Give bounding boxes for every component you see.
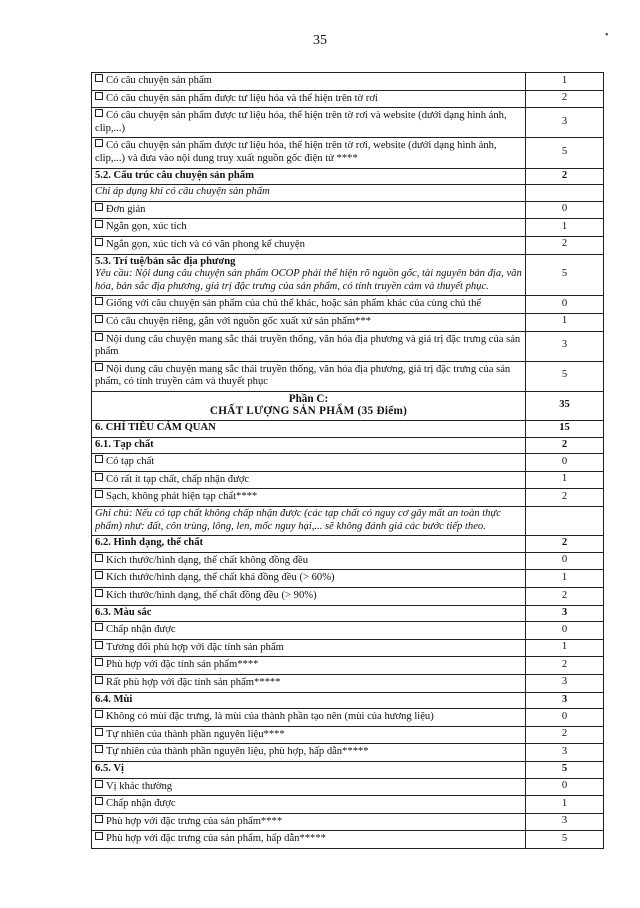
option-row <box>92 726 604 744</box>
checkbox-icon <box>95 333 103 341</box>
option-row <box>92 454 604 472</box>
section-heading: 5.3. Trí tuệ/bản sắc địa phương <box>95 255 236 267</box>
option-text: Phù hợp với đặc tính sản phẩm**** <box>106 659 259 671</box>
checkbox-icon <box>95 623 103 631</box>
points-cell: 3 <box>526 605 604 622</box>
option-text: Có câu chuyện sản phẩm được tư liệu hóa, thể hiện trên tờ rơi, website (dưới dạng hình ảnh, clip,...) và đưa vào nội dung truy xuất nguồn gốc điện tử **** <box>95 140 497 164</box>
points-cell <box>526 507 604 536</box>
checkbox-icon <box>95 832 103 840</box>
criterion-cell <box>92 471 526 489</box>
option-row <box>92 331 604 361</box>
option-text: Chấp nhận được <box>106 624 176 636</box>
option-row <box>92 489 604 507</box>
option-text: Vị khác thường <box>106 780 173 792</box>
points-cell: 3 <box>526 674 604 692</box>
points-cell: 0 <box>526 454 604 472</box>
criterion-cell <box>92 331 526 361</box>
checkbox-icon <box>95 745 103 753</box>
checkbox-icon <box>95 641 103 649</box>
checkbox-icon <box>95 238 103 246</box>
points-cell: 0 <box>526 296 604 314</box>
scoring-table <box>91 72 604 849</box>
checkbox-icon <box>95 554 103 562</box>
option-text: Sạch, không phát hiện tạp chất**** <box>106 491 258 503</box>
criterion-cell <box>92 296 526 314</box>
note-row <box>92 507 604 536</box>
points-cell: 2 <box>526 536 604 553</box>
criterion-cell <box>92 454 526 472</box>
criterion-cell <box>92 536 526 553</box>
option-row <box>92 588 604 606</box>
points-cell: 3 <box>526 331 604 361</box>
points-cell: 0 <box>526 201 604 219</box>
criterion-cell <box>92 185 526 202</box>
points-cell: 2 <box>526 489 604 507</box>
option-row <box>92 219 604 237</box>
option-row <box>92 778 604 796</box>
criterion-cell <box>92 236 526 254</box>
criterion-cell <box>92 90 526 108</box>
points-cell: 3 <box>526 108 604 138</box>
option-row <box>92 570 604 588</box>
points-cell: 3 <box>526 744 604 762</box>
option-row <box>92 90 604 108</box>
option-text: Ngắn gọn, xúc tích <box>106 221 187 233</box>
page-number: 35 <box>313 33 327 48</box>
points-cell: 1 <box>526 313 604 331</box>
points-cell: 1 <box>526 73 604 91</box>
points-cell: 5 <box>526 361 604 391</box>
checkbox-icon <box>95 203 103 211</box>
checkbox-icon <box>95 710 103 718</box>
section-heading: 6. CHỈ TIÊU CẢM QUAN <box>95 422 216 434</box>
option-text: Tự nhiên của thành phần nguyên liệu, phù hợp, hấp dẫn***** <box>106 746 369 758</box>
points-cell: 3 <box>526 813 604 831</box>
criterion-cell <box>92 778 526 796</box>
option-text: Nội dung câu chuyện mang sắc thái truyền thống, văn hóa địa phương, giá trị đặc trưng của sản phẩm, có tính truyền cảm và thuyết phục <box>95 363 511 388</box>
criterion-cell <box>92 361 526 391</box>
section-row <box>92 761 604 778</box>
option-row <box>92 622 604 640</box>
option-text: Có câu chuyện sản phẩm được tư liệu hóa và thể hiện trên tờ rơi <box>106 92 378 104</box>
option-row <box>92 639 604 657</box>
points-cell: 5 <box>526 254 604 296</box>
points-cell <box>526 185 604 202</box>
option-row <box>92 108 604 138</box>
criterion-cell <box>92 73 526 91</box>
checkbox-icon <box>95 797 103 805</box>
criterion-cell <box>92 744 526 762</box>
section-row <box>92 536 604 553</box>
option-text: Có câu chuyện riêng, gắn với nguồn gốc xuất xứ sản phẩm*** <box>106 315 371 327</box>
option-text: Phù hợp với đặc trưng của sản phẩm**** <box>106 815 283 827</box>
criterion-cell <box>92 813 526 831</box>
option-row <box>92 361 604 391</box>
criterion-cell <box>92 489 526 507</box>
checkbox-icon <box>95 92 103 100</box>
criterion-cell <box>92 761 526 778</box>
option-row <box>92 674 604 692</box>
criterion-cell <box>92 588 526 606</box>
points-cell: 1 <box>526 471 604 489</box>
checkbox-icon <box>95 297 103 305</box>
part-row <box>92 391 604 420</box>
option-row <box>92 709 604 727</box>
section-row <box>92 605 604 622</box>
criterion-cell <box>92 201 526 219</box>
section-heading: 6.3. Màu sắc <box>95 606 152 618</box>
checkbox-icon <box>95 74 103 82</box>
checkbox-icon <box>95 780 103 788</box>
checkbox-icon <box>95 473 103 481</box>
checkbox-icon <box>95 658 103 666</box>
section-row <box>92 168 604 185</box>
option-row <box>92 552 604 570</box>
section-heading: 6.5. Vị <box>95 762 124 774</box>
scoring-table-body <box>92 73 604 849</box>
criterion-cell <box>92 507 526 536</box>
points-cell: 0 <box>526 709 604 727</box>
option-row <box>92 138 604 168</box>
criterion-cell <box>92 313 526 331</box>
criterion-cell <box>92 437 526 454</box>
section-row <box>92 692 604 709</box>
checkbox-icon <box>95 455 103 463</box>
points-cell: 15 <box>526 421 604 438</box>
checkbox-icon <box>95 363 103 371</box>
section-heading: 5.2. Cấu trúc câu chuyện sản phẩm <box>95 169 254 181</box>
criterion-cell <box>92 254 526 296</box>
checkbox-icon <box>95 109 103 117</box>
points-cell: 3 <box>526 692 604 709</box>
option-text: Không có mùi đặc trưng, là mùi của thành phần tạo nên (mùi của hương liệu) <box>106 711 434 723</box>
criterion-cell <box>92 622 526 640</box>
criterion-cell <box>92 657 526 675</box>
checkbox-icon <box>95 220 103 228</box>
criterion-cell <box>92 552 526 570</box>
section-heading: 6.4. Mùi <box>95 693 133 705</box>
criterion-cell <box>92 168 526 185</box>
points-cell: 2 <box>526 657 604 675</box>
points-cell: 0 <box>526 622 604 640</box>
option-text: Có câu chuyện sản phẩm được tư liệu hóa, thể hiện trên tờ rơi và website (dưới dạng hình ảnh, clip,...) <box>95 110 507 134</box>
criterion-cell <box>92 692 526 709</box>
option-row <box>92 296 604 314</box>
option-text: Kích thước/hình dạng, thể chất khá đồng đều (> 60%) <box>106 572 335 584</box>
criterion-cell <box>92 674 526 692</box>
option-text: Tương đối phù hợp với đặc tính sản phẩm <box>106 641 284 653</box>
checkbox-icon <box>95 815 103 823</box>
note-row <box>92 185 604 202</box>
option-text: Nội dung câu chuyện mang sắc thái truyền thống, văn hóa địa phương và giá trị đặc trưng của sản phẩm <box>95 333 521 358</box>
points-cell: 5 <box>526 831 604 849</box>
section-row <box>92 254 604 296</box>
option-row <box>92 796 604 814</box>
criterion-cell <box>92 108 526 138</box>
option-text: Kích thước/hình dạng, thể chất không đồng đều <box>106 554 308 566</box>
option-text: Tự nhiên của thành phần nguyên liệu**** <box>106 728 285 740</box>
points-cell: 2 <box>526 437 604 454</box>
points-cell: 35 <box>526 391 604 420</box>
note-text: Chỉ áp dụng khi có câu chuyện sản phẩm <box>95 186 270 198</box>
criterion-cell <box>92 605 526 622</box>
section-heading: 6.1. Tạp chất <box>95 438 154 450</box>
part-label: Phần C: <box>288 392 329 405</box>
option-row <box>92 744 604 762</box>
checkbox-icon <box>95 728 103 736</box>
points-cell: 2 <box>526 236 604 254</box>
checkbox-icon <box>95 490 103 498</box>
option-text: Phù hợp với đặc trưng của sản phẩm, hấp dẫn***** <box>106 833 326 845</box>
option-row <box>92 236 604 254</box>
criterion-cell <box>92 709 526 727</box>
note-text: Ghi chú: Nếu có tạp chất không chấp nhận được (các tạp chất có nguy cơ gây mất an toàn thực phẩm) như: đất, côn trùng, lông, len, mốc nguy hại,... sẽ không đánh giá các bước tiếp theo. <box>95 508 501 532</box>
points-cell: 2 <box>526 726 604 744</box>
option-row <box>92 813 604 831</box>
criterion-cell <box>92 639 526 657</box>
section-row <box>92 421 604 438</box>
points-cell: 1 <box>526 796 604 814</box>
section-requirement: Yêu cầu: Nội dung câu chuyện sản phẩm OCOP phải thể hiện rõ nguồn gốc, tài nguyên bản địa, văn hóa, bản sắc địa phương, giá trị đặc trưng của sản phẩm, có tính truyền cảm và thuyết phục. <box>95 268 522 292</box>
option-text: Có tạp chất <box>106 456 155 468</box>
section-heading: 6.2. Hình dạng, thể chất <box>95 537 204 549</box>
option-row <box>92 471 604 489</box>
option-row <box>92 657 604 675</box>
option-text: Giống với câu chuyện sản phẩm của chủ thể khác, hoặc sản phẩm khác của cùng chủ thể <box>106 298 482 310</box>
checkbox-icon <box>95 571 103 579</box>
option-text: Ngắn gọn, xúc tích và có văn phong kể chuyện <box>106 238 305 250</box>
checkbox-icon <box>95 139 103 147</box>
criterion-cell <box>92 570 526 588</box>
option-text: Có câu chuyện sản phẩm <box>106 75 212 86</box>
points-cell: 2 <box>526 588 604 606</box>
points-cell: 1 <box>526 639 604 657</box>
points-cell: 1 <box>526 219 604 237</box>
corner-mark: • <box>605 30 609 41</box>
option-text: Kích thước/hình dạng, thể chất đồng đều (> 90%) <box>106 590 317 601</box>
option-row <box>92 831 604 849</box>
points-cell: 5 <box>526 138 604 168</box>
option-row <box>92 73 604 91</box>
points-cell: 2 <box>526 168 604 185</box>
points-cell: 0 <box>526 552 604 570</box>
checkbox-icon <box>95 676 103 684</box>
option-row <box>92 313 604 331</box>
criterion-cell <box>92 831 526 849</box>
points-cell: 2 <box>526 90 604 108</box>
option-text: Có rất ít tạp chất, chấp nhận được <box>106 473 250 485</box>
points-cell: 0 <box>526 778 604 796</box>
criterion-cell <box>92 796 526 814</box>
option-text: Chấp nhận được <box>106 798 176 810</box>
checkbox-icon <box>95 589 103 597</box>
criterion-cell <box>92 421 526 438</box>
option-text: Đơn giản <box>106 203 146 215</box>
points-cell: 5 <box>526 761 604 778</box>
option-text: Rất phù hợp với đặc tính sản phẩm***** <box>106 676 281 688</box>
section-row <box>92 437 604 454</box>
checkbox-icon <box>95 315 103 323</box>
criterion-cell <box>92 726 526 744</box>
part-title: CHẤT LƯỢNG SẢN PHẨM (35 Điểm) <box>209 405 408 418</box>
points-cell: 1 <box>526 570 604 588</box>
criterion-cell <box>92 219 526 237</box>
criterion-cell <box>92 138 526 168</box>
option-row <box>92 201 604 219</box>
criterion-cell <box>92 391 526 420</box>
